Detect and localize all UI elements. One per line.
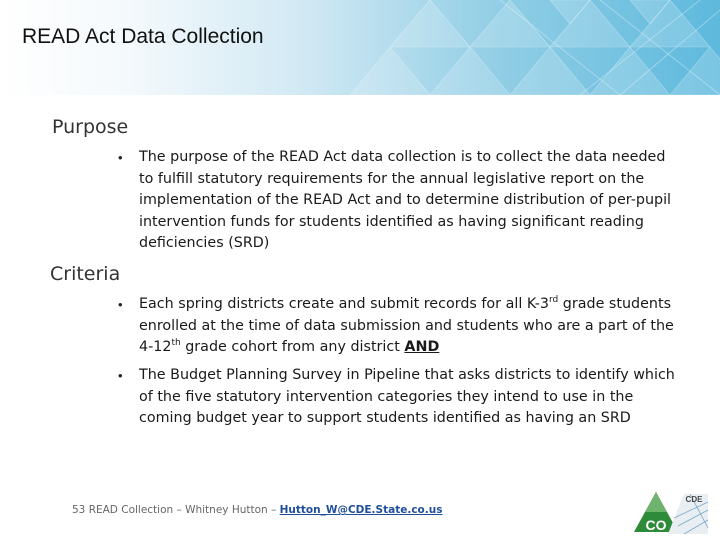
bullet-dot: • [118, 150, 123, 165]
text-segment: grade students enrolled at the time of data submission and students who are a part of the 4-12 [139, 296, 674, 355]
cde-logo [634, 488, 712, 536]
email-link[interactable]: Hutton_W@CDE.State.co.us [279, 504, 443, 516]
text-segment: grade cohort from any district [180, 339, 405, 355]
criteria-heading: Criteria [50, 263, 121, 285]
logo-cde-text: CDE [685, 495, 703, 504]
logo-co-text: CO [645, 517, 667, 533]
text-segment: Each spring districts create and submit records for all K-3 [139, 296, 549, 312]
purpose-heading: Purpose [52, 116, 129, 138]
title-banner [0, 0, 720, 95]
and-emphasis: AND [404, 339, 440, 355]
logo-triangle-highlight [645, 492, 667, 512]
superscript-ordinal: th [171, 338, 181, 348]
bullet-dot: • [118, 297, 123, 312]
bullet-dot: • [118, 368, 123, 383]
criteria-bullet-2-text: The Budget Planning Survey in Pipeline that asks districts to identify which of the five statutory intervention categories they intend to use in the coming budget year to support students identified as having an SRD [139, 367, 675, 426]
criteria-bullet-1-text [139, 294, 679, 359]
footer [72, 504, 442, 516]
slide-title: READ Act Data Collection [22, 25, 264, 48]
superscript-ordinal: rd [548, 295, 559, 305]
purpose-bullet-text: The purpose of the READ Act data collection is to collect the data needed to fulfill statutory requirements for the annual legislative report on the implementation of the READ Act and to determine distribution of per-pupil intervention funds for students identified as having significant reading deficiencies (SRD) [139, 149, 672, 251]
footer-text: 53 READ Collection – Whitney Hutton – [72, 504, 280, 516]
